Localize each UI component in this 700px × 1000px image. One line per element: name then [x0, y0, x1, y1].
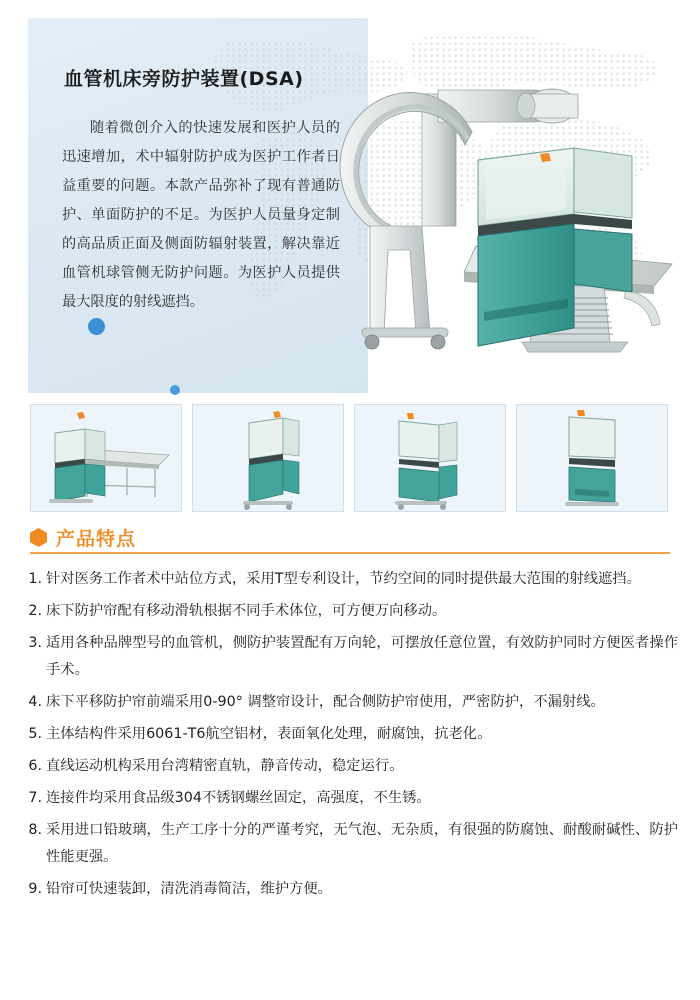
list-item-text: 主体结构件采用6061-T6航空铝材，表面氧化处理，耐腐蚀，抗老化。	[46, 726, 492, 742]
list-item-text: 铅帘可快速装卸，清洗消毒简洁，维护方便。	[46, 881, 332, 897]
hero-section	[28, 18, 672, 393]
list-item-text: 采用进口铅玻璃，生产工序十分的严谨考究，无气泡、无杂质，有很强的防腐蚀、耐酸耐碱性、防护性能更强。	[46, 822, 678, 865]
list-item-number: 1.	[28, 571, 42, 587]
list-item-text: 床下防护帘配有移动滑轨根据不同手术体位，可方便万向移动。	[46, 603, 447, 619]
list-item-text: 适用各种品牌型号的血管机，侧防护装置配有万向轮，可摆放任意位置，有效防护同时方便医者操作手术。	[46, 635, 678, 678]
list-item-text: 直线运动机构采用台湾精密直轨，静音传动，稳定运行。	[46, 758, 404, 774]
list-item	[22, 689, 678, 716]
decorative-dot-large	[88, 318, 105, 335]
footer	[0, 974, 700, 1000]
list-item	[22, 566, 678, 593]
list-item-text: 针对医务工作者术中站位方式，采用T型专利设计，节约空间的同时提供最大范围的射线遮挡。	[46, 571, 641, 587]
list-item	[22, 598, 678, 625]
section-heading	[30, 524, 136, 551]
thumbnail-2[interactable]	[192, 404, 344, 512]
thumbnail-gallery	[30, 404, 670, 512]
decorative-dot-small	[170, 385, 180, 395]
list-item-number: 9.	[28, 881, 42, 897]
list-item	[22, 721, 678, 748]
list-item-number: 5.	[28, 726, 42, 742]
list-item	[22, 753, 678, 780]
list-item	[22, 817, 678, 871]
list-item	[22, 876, 678, 903]
section-divider	[30, 552, 670, 554]
thumbnail-1[interactable]	[30, 404, 182, 512]
list-item-number: 4.	[28, 694, 42, 710]
product-illustration-dsa-main	[326, 76, 686, 376]
section-title: 产品特点	[56, 528, 137, 550]
list-item	[22, 630, 678, 684]
list-item-text: 床下平移防护帘前端采用0-90° 调整帘设计，配合侧防护帘使用，严密防护，不漏射线。	[46, 694, 605, 710]
list-item-text: 连接件均采用食品级304不锈钢螺丝固定，高强度，不生锈。	[46, 790, 431, 806]
list-item	[22, 785, 678, 812]
list-item-number: 6.	[28, 758, 42, 774]
list-item-number: 8.	[28, 822, 42, 838]
list-item-number: 3.	[28, 635, 42, 651]
thumbnail-3[interactable]	[354, 404, 506, 512]
hero-paragraph: 随着微创介入的快速发展和医护人员的迅速增加，术中辐射防护成为医护工作者日益重要的问题。本款产品弥补了现有普通防护、单面防护的不足。为医护人员量身定制的高品质正面及侧面防辐射装置，解决靠近血管机球管侧无防护问题。为医护人员提供最大限度的射线遮挡。	[62, 120, 340, 310]
page-title: 血管机床旁防护装置(DSA)	[64, 68, 304, 90]
feature-list	[22, 566, 678, 908]
hexagon-bullet-icon	[30, 528, 47, 547]
list-item-number: 2.	[28, 603, 42, 619]
thumbnail-4[interactable]	[516, 404, 668, 512]
list-item-number: 7.	[28, 790, 42, 806]
